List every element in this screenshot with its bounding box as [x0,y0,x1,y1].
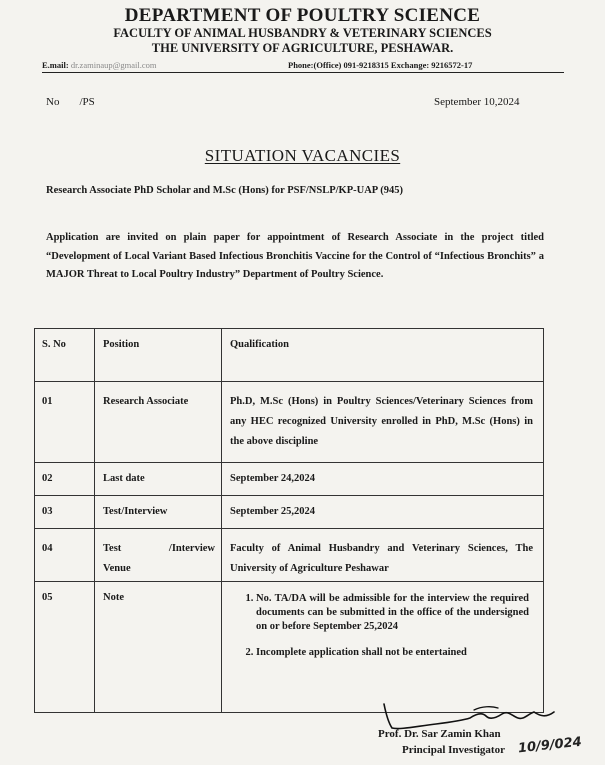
row-sno: 04 [35,529,95,582]
table-row [35,382,544,463]
header-sno: S. No [35,329,95,382]
table-row [35,529,544,582]
notice-heading [0,146,605,166]
row-position: Test/Interview [95,496,222,529]
department-name: DEPARTMENT OF POULTRY SCIENCE [124,5,481,26]
intro-paragraph: Application are invited on plain paper for appointment of Research Associate in the project titled “Development of Local Variant Based Infectious Bronchitis Vaccine for the Control of “Infectious Bronchits” a MAJOR Threat to Local Poultry Industry” Department of Poultry Science. [46,232,544,280]
notes-list [230,592,533,660]
phone-line: Phone:(Office) 091-9218315 Exchange: 9216572-17 [288,60,473,70]
university-name: THE UNIVERSITY OF AGRICULTURE, PESHAWAR. [151,41,454,55]
row-sno: 03 [35,496,95,529]
table-row [35,463,544,496]
email-address: dr.zaminaup@gmail.com [70,60,157,70]
header-position: Position [95,329,222,382]
email-label: E.mail: [42,60,69,70]
row-position: Research Associate [95,382,222,463]
row-qualification: September 24,2024 [222,463,544,496]
table-row [35,582,544,713]
table-row [35,496,544,529]
row-sno: 05 [35,582,95,713]
note-item: 1. No. TA/DA will be admissible for the interview the required documents can be submitted in the office of the undersigned on or before September 25,2024 [256,592,529,634]
heading-text: SITUATION VACANCIES [204,146,401,165]
row-position-line1: Test /Interview [103,543,215,554]
signatory-title: Principal Investigator [402,744,505,756]
letter-date: September 10,2024 [434,96,520,108]
ref-suffix: /PS [79,96,95,108]
row-position-line2: Venue [103,563,131,574]
row-sno: 02 [35,463,95,496]
signature-block [378,700,604,760]
handwritten-date: 10/9/024 [517,734,583,757]
header-qualification: Qualification [222,329,544,382]
signatory-name: Prof. Dr. Sar Zamin Khan [378,728,501,740]
row-qualification: Ph.D, M.Sc (Hons) in Poultry Sciences/Veterinary Sciences from any HEC recognized University enrolled in PhD, M.Sc (Hons) in the above discipline [230,396,533,447]
vacancy-table [34,328,544,713]
table-header-row [35,329,544,382]
row-qualification: Faculty of Animal Husbandry and Veterinary Sciences, The University of Agriculture Peshawar [230,543,533,574]
row-qualification: September 25,2024 [222,496,544,529]
row-sno: 01 [35,382,95,463]
notice-subject: Research Associate PhD Scholar and M.Sc (Hons) for PSF/NSLP/KP-UAP (945) [46,185,403,196]
note-item: 2. Incomplete application shall not be entertained [256,646,529,660]
row-position: Note [95,582,222,713]
letterhead [0,6,605,55]
reference-number [46,96,95,108]
row-position: Last date [95,463,222,496]
ref-no-label: No [46,96,60,108]
contact-line [42,60,562,70]
letterhead-divider [42,72,564,73]
faculty-name: FACULTY OF ANIMAL HUSBANDRY & VETERINARY SCIENCES [113,26,492,40]
